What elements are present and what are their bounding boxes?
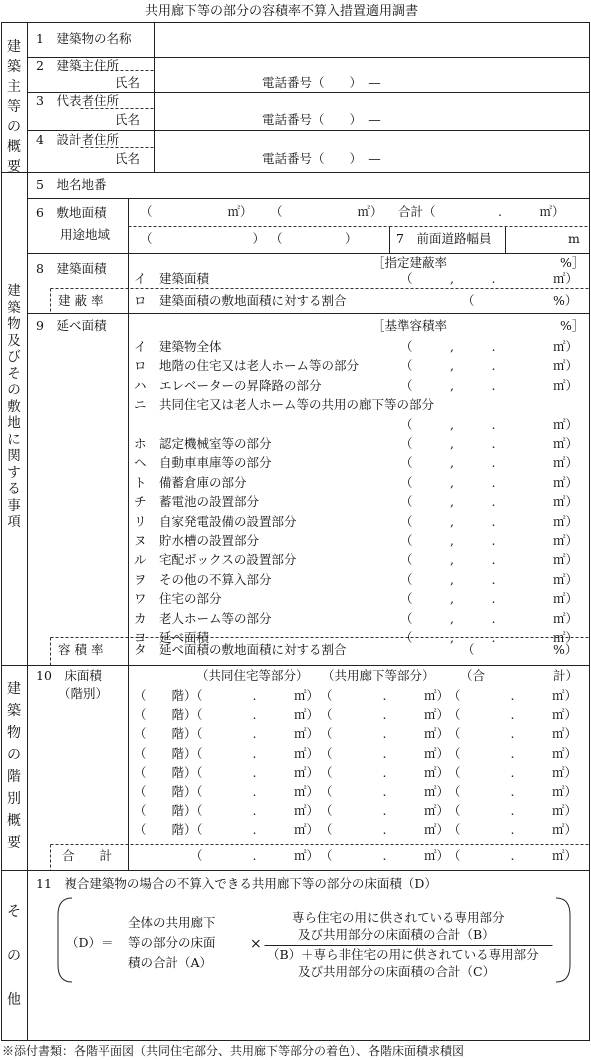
item-designer-address: 4 設計者住所 bbox=[36, 132, 119, 147]
item-location: 5 地名地番 bbox=[36, 177, 107, 192]
floor-area-row-value: （ , . bbox=[400, 474, 496, 490]
floor-area-row-value: （ , . bbox=[400, 571, 496, 587]
floor-area-row-unit: ㎡） bbox=[553, 571, 579, 587]
floor-area-row-label: カ 老人ホーム等の部分 bbox=[134, 610, 272, 626]
item-zoning: 用途地域 bbox=[60, 227, 111, 242]
floor-row-cell: （ . ㎡） bbox=[320, 764, 449, 780]
floor-row-cell: （ . ㎡） bbox=[320, 745, 449, 761]
coverage-ratio-label: ロ 建築面積の敷地面積に対する割合 bbox=[134, 293, 347, 308]
formula-mid-1: 全体の共用廊下 bbox=[128, 915, 216, 930]
floor-ratio-header-end: %］ bbox=[560, 318, 585, 333]
floors-header-3: （合 bbox=[460, 668, 486, 683]
item-rep-name: 氏名 bbox=[115, 112, 141, 127]
floor-area-row-label: ル 宅配ボックスの設置部分 bbox=[134, 552, 297, 568]
floor-row-level: （ 階） bbox=[134, 803, 197, 819]
item-building-name: 1 建築物の名称 bbox=[36, 31, 132, 46]
floor-area-ratio-value: （ bbox=[462, 642, 475, 657]
floors-total-label: 合 計 bbox=[62, 848, 113, 863]
zoning-value-1: （ ） bbox=[140, 231, 266, 246]
floor-area-row-label: ハ エレベーターの昇降路の部分 bbox=[134, 377, 322, 393]
floor-row-cell: （ . ㎡） bbox=[320, 822, 449, 838]
site-area-value-2: （ ㎡） bbox=[270, 204, 383, 219]
floors-header-1: （共同住宅等部分） bbox=[196, 668, 309, 683]
floors-total-cell-3: （ . ㎡） bbox=[448, 848, 577, 863]
floor-area-row-unit: ㎡） bbox=[553, 358, 579, 374]
formula-numerator-2: 及び共用部分の床面積の合計（B） bbox=[298, 927, 495, 942]
floor-area-row-label: リ 自家発電設備の設置部分 bbox=[134, 513, 297, 529]
floor-area-row-value: （ , . bbox=[400, 416, 496, 432]
item-complex-building: 11 複合建築物の場合の不算入できる共用廊下等の部分の床面積（D） bbox=[36, 876, 437, 891]
item-site-area: 6 敷地面積 bbox=[36, 205, 107, 220]
coverage-row-value: （ , . bbox=[400, 271, 496, 286]
designer-phone: 電話番号（ ） — bbox=[262, 151, 381, 166]
page-title: 共用廊下等の部分の容積率不算入措置適用調書 bbox=[145, 4, 419, 19]
floor-row-cell: （ . ㎡） bbox=[190, 726, 319, 742]
floor-area-ratio-unit: %） bbox=[553, 642, 578, 657]
attachments-note: ※添付書類：各階平面図（共同住宅部分、共用廊下等部分の着色）、各階床面積求積図 bbox=[2, 1044, 465, 1058]
floor-area-row-unit: ㎡） bbox=[553, 494, 579, 510]
floor-row-cell: （ . ㎡） bbox=[190, 745, 319, 761]
site-area-value-1: （ ㎡） bbox=[140, 204, 253, 219]
coverage-ratio-unit: %） bbox=[553, 293, 578, 308]
floors-header-4: 計） bbox=[553, 668, 579, 683]
floors-total-cell-2: （ . ㎡） bbox=[320, 848, 449, 863]
formula-lhs: （D）＝ bbox=[66, 935, 114, 950]
owner-phone: 電話番号（ ） — bbox=[262, 75, 381, 90]
floor-row-level: （ 階） bbox=[134, 726, 197, 742]
formula-numerator-1: 専ら住宅の用に供されている専用部分 bbox=[292, 910, 505, 925]
floor-row-cell: （ . ㎡） bbox=[448, 784, 577, 799]
floor-row-cell: （ . ㎡） bbox=[190, 803, 319, 819]
coverage-row-unit: ㎡） bbox=[553, 271, 579, 286]
floor-area-row-label: ヌ 貯水槽の設置部分 bbox=[134, 533, 260, 548]
section-label-floors: 建 築 物 の 階 別 概 要 bbox=[7, 681, 21, 851]
floor-area-row-unit: ㎡） bbox=[553, 533, 579, 548]
floor-row-level: （ 階） bbox=[134, 822, 197, 838]
floor-area-row-unit: ㎡） bbox=[553, 591, 579, 607]
coverage-header-end: %］ bbox=[560, 255, 585, 270]
floor-row-cell: （ . ㎡） bbox=[190, 764, 319, 780]
floor-row-cell: （ . ㎡） bbox=[320, 803, 449, 819]
item-coverage-ratio: 建 蔽 率 bbox=[58, 293, 104, 308]
floor-row-level: （ 階） bbox=[134, 707, 197, 723]
section-label-building: 建 築 物 及 び そ の 敷 地 に 関 す る 事 項 bbox=[7, 283, 21, 530]
item-owner-address: 2 建築主住所 bbox=[36, 58, 119, 73]
formula-denominator-2: 及び共用部分の床面積の合計（C） bbox=[298, 964, 496, 979]
item-total-floor-area: 9 延べ面積 bbox=[36, 318, 107, 333]
floor-area-row-value: （ , . bbox=[400, 494, 496, 510]
floor-row-cell: （ . ㎡） bbox=[448, 764, 577, 780]
item-floor-area-ratio: 容 積 率 bbox=[58, 642, 104, 657]
floor-area-row-unit: ㎡） bbox=[553, 377, 579, 393]
floor-area-row-unit: ㎡） bbox=[553, 552, 579, 568]
floor-area-row-unit: ㎡） bbox=[553, 416, 579, 432]
floor-area-row-label: ロ 地階の住宅又は老人ホーム等の部分 bbox=[134, 358, 360, 374]
floor-row-cell: （ . ㎡） bbox=[190, 822, 319, 838]
section-label-other: そ の 他 bbox=[7, 904, 21, 1008]
floor-area-row-unit: ㎡） bbox=[553, 436, 579, 451]
floor-area-row-value: （ , . bbox=[400, 552, 496, 568]
floor-row-cell: （ . ㎡） bbox=[448, 803, 577, 819]
floor-row-cell: （ . ㎡） bbox=[448, 726, 577, 742]
floor-area-row-unit: ㎡） bbox=[553, 474, 579, 490]
floor-area-row-label: イ 建築物全体 bbox=[134, 339, 222, 354]
floor-area-row-unit: ㎡） bbox=[553, 339, 579, 354]
floor-area-row-label: ヲ その他の不算入部分 bbox=[134, 571, 272, 587]
floor-area-row-value: （ , . bbox=[400, 610, 496, 626]
zoning-value-2: （ ） bbox=[270, 231, 358, 246]
floor-row-cell: （ . ㎡） bbox=[448, 688, 577, 703]
floor-row-level: （ 階） bbox=[134, 688, 197, 703]
coverage-header: ［指定建蔽率 bbox=[372, 255, 448, 270]
floor-row-cell: （ . ㎡） bbox=[448, 822, 577, 838]
floor-area-row-value: （ , . bbox=[400, 377, 496, 393]
item-floor-area: 10 床面積 bbox=[36, 668, 102, 683]
floor-row-cell: （ . ㎡） bbox=[448, 745, 577, 761]
floor-row-cell: （ . ㎡） bbox=[320, 726, 449, 742]
floor-area-row-unit: ㎡） bbox=[553, 455, 579, 471]
road-width-unit: m bbox=[568, 231, 580, 246]
formula-mid-3: 積の合計（A） bbox=[128, 955, 213, 970]
floor-row-level: （ 階） bbox=[134, 784, 197, 799]
item-floor-area-sub: （階別） bbox=[58, 686, 109, 701]
floor-area-row-unit: ㎡） bbox=[553, 610, 579, 626]
coverage-ratio-value: （ bbox=[462, 293, 475, 308]
floors-total-cell-1: （ . ㎡） bbox=[190, 848, 319, 863]
floor-area-row-label: ト 備蓄倉庫の部分 bbox=[134, 474, 247, 490]
site-area-total: 合計（ . ㎡） bbox=[398, 204, 565, 219]
formula-mid-2: 等の部分の床面 bbox=[128, 935, 216, 950]
floor-area-row-unit: ㎡） bbox=[553, 630, 579, 645]
floor-row-cell: （ . ㎡） bbox=[190, 707, 319, 723]
floor-area-row-label: チ 蓄電池の設置部分 bbox=[134, 494, 260, 510]
rep-phone: 電話番号（ ） — bbox=[262, 112, 381, 127]
floor-row-cell: （ . ㎡） bbox=[320, 688, 449, 703]
formula-times: × bbox=[250, 936, 262, 952]
floor-row-cell: （ . ㎡） bbox=[320, 707, 449, 723]
floor-row-level: （ 階） bbox=[134, 745, 197, 761]
section-label-overview: 建 築 主 等 の 概 要 bbox=[7, 39, 21, 175]
floor-area-row-value: （ , . bbox=[400, 436, 496, 451]
floor-row-level: （ 階） bbox=[134, 764, 197, 780]
item-designer-name: 氏名 bbox=[115, 151, 141, 166]
item-building-area: 8 建築面積 bbox=[36, 261, 107, 276]
item-rep-address: 3 代表者住所 bbox=[36, 93, 119, 108]
floor-area-row-value: （ , . bbox=[400, 455, 496, 471]
floor-area-row-label: ニ 共同住宅又は老人ホーム等の共用の廊下等の部分 bbox=[134, 397, 435, 413]
formula-denominator-1: （B）＋専ら非住宅の用に供されている専用部分 bbox=[267, 947, 539, 962]
coverage-row-label: イ 建築面積 bbox=[134, 271, 210, 286]
floor-area-row-unit: ㎡） bbox=[553, 513, 579, 529]
floor-area-row-value: （ , . bbox=[400, 533, 496, 548]
floor-area-ratio-label: タ 延べ面積の敷地面積に対する割合 bbox=[134, 642, 347, 657]
item-road-width: 7 前面道路幅員 bbox=[396, 231, 492, 246]
floor-area-row-value: （ , . bbox=[400, 591, 496, 607]
floor-area-row-value: （ , . bbox=[400, 513, 496, 529]
floor-area-row-label: ヘ 自動車車庫等の部分 bbox=[134, 455, 272, 471]
item-owner-name: 氏名 bbox=[115, 75, 141, 90]
floor-area-row-value: （ , . bbox=[400, 339, 496, 354]
floor-row-cell: （ . ㎡） bbox=[448, 707, 577, 723]
floor-area-row-label: ヨ 延べ面積 bbox=[134, 630, 210, 645]
floor-row-cell: （ . ㎡） bbox=[190, 688, 319, 703]
floor-area-row-label: ワ 住宅の部分 bbox=[134, 591, 222, 607]
floor-row-cell: （ . ㎡） bbox=[190, 784, 319, 799]
floor-area-row-value: （ , . bbox=[400, 630, 496, 645]
floor-area-row-label: ホ 認定機械室等の部分 bbox=[134, 436, 272, 451]
floor-row-cell: （ . ㎡） bbox=[320, 784, 449, 799]
floor-area-row-value: （ , . bbox=[400, 358, 496, 374]
floor-ratio-header: ［基準容積率 bbox=[372, 318, 448, 333]
floors-header-2: （共用廊下等部分） bbox=[322, 668, 435, 683]
